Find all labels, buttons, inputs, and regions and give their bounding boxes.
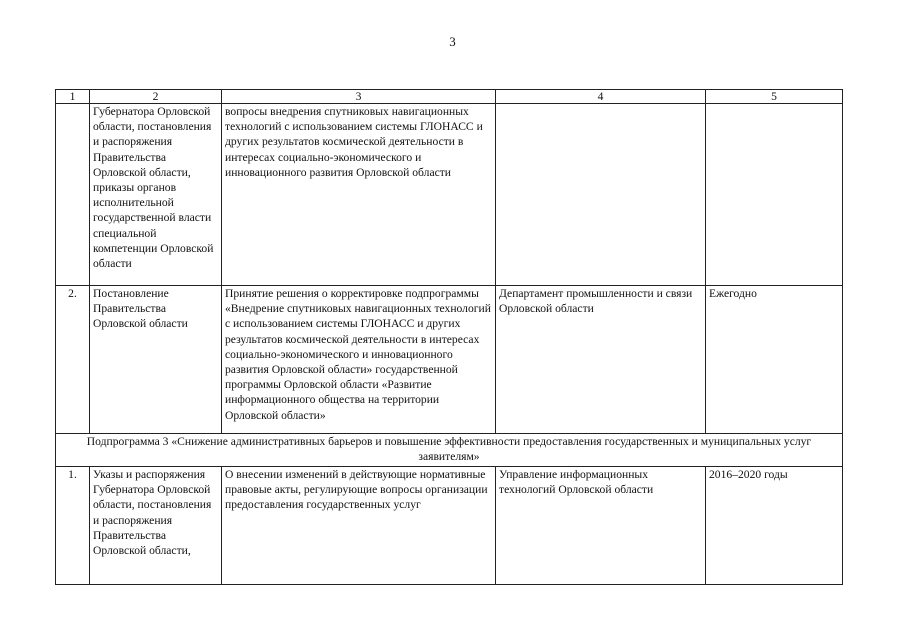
measure-cell: вопросы внедрения спутниковых навигационных технологий с использованием системы ГЛОНАСС и других результатов космической деятельности в интересах социально-экономического и инновационного развития Орловской области [222, 104, 496, 286]
deadline-cell: Ежегодно [706, 286, 843, 434]
table-row [56, 104, 843, 286]
subprogram-title: Подпрограмма 3 «Снижение административных барьеров и повышение эффективности предоставления государственных и муниципальных услуг заявителям» [56, 434, 843, 467]
column-header-2: 2 [90, 90, 222, 104]
responsible-cell: Департамент промышленности и связи Орловской области [496, 286, 706, 434]
page-number: 3 [449, 34, 456, 49]
table-row [56, 286, 843, 434]
row-number: 1. [56, 467, 90, 585]
table-row [56, 467, 843, 585]
subprogram-row [56, 434, 843, 467]
column-header-4: 4 [496, 90, 706, 104]
measure-cell: Принятие решения о корректировке подпрограммы «Внедрение спутниковых навигационных технологий с использованием системы ГЛОНАСС и других результатов космической деятельности в интересах социально-экономического и инновационного развития Орловской области» государственной программы Орловской области «Развитие информационного общества на территории Орловской области» [222, 286, 496, 434]
document-type-cell: Постановление Правительства Орловской области [90, 286, 222, 434]
deadline-cell: 2016–2020 годы [706, 467, 843, 585]
responsible-cell [496, 104, 706, 286]
document-type-cell: Указы и распоряжения Губернатора Орловской области, постановления и распоряжения Правительства Орловской области, [90, 467, 222, 585]
column-number-row [56, 90, 843, 104]
document-type-cell: Губернатора Орловской области, постановления и распоряжения Правительства Орловской области, приказы органов исполнительной государственной власти специальной компетенции Орловской области [90, 104, 222, 286]
measures-table [55, 89, 843, 585]
row-number [56, 104, 90, 286]
measure-cell: О внесении изменений в действующие нормативные правовые акты, регулирующие вопросы организации предоставления государственных услуг [222, 467, 496, 585]
deadline-cell [706, 104, 843, 286]
responsible-cell: Управление информационных технологий Орловской области [496, 467, 706, 585]
row-number: 2. [56, 286, 90, 434]
column-header-3: 3 [222, 90, 496, 104]
column-header-1: 1 [56, 90, 90, 104]
column-header-5: 5 [706, 90, 843, 104]
